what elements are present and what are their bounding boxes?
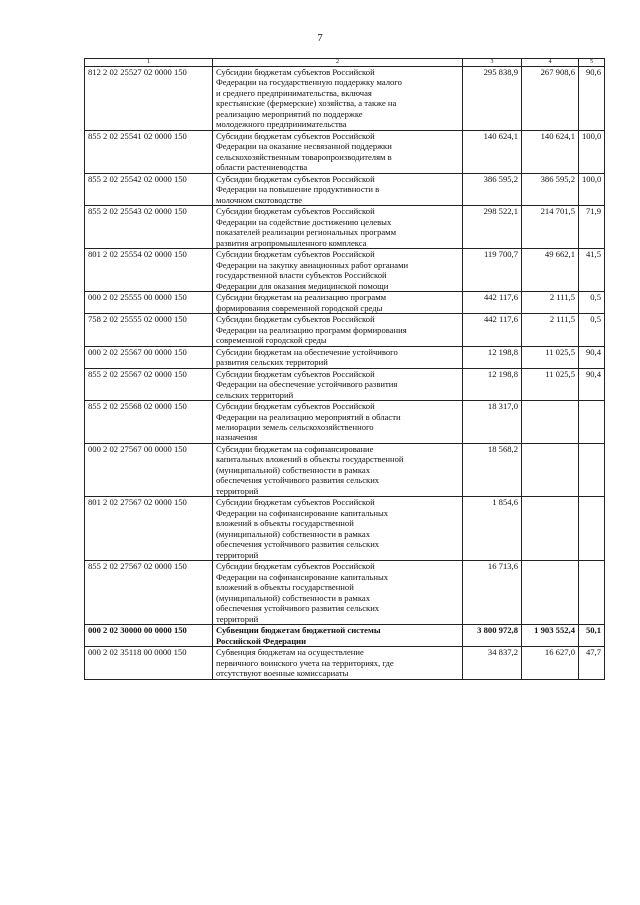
table-row [85,368,605,400]
percent-cell: 50,1 [579,625,605,647]
description-line: молочном скотоводстве [216,194,303,205]
description-line: территорий [216,613,259,624]
budget-code-cell: 855 2 02 25543 02 0000 150 [85,206,213,249]
executed-amount-cell: 140 624,1 [522,130,579,173]
percent-cell: 0,5 [579,292,605,314]
description-line: крестьянские (фермерские) хозяйства, а также на [216,98,397,109]
planned-amount-cell: 34 837,2 [463,647,522,679]
description-line: территорий [216,549,259,560]
budget-code-cell: 000 2 02 27567 00 0000 150 [85,443,213,496]
description-line: территорий [216,485,259,496]
percent-cell [579,497,605,561]
description-line: Субвенции бюджетам бюджетной системы [216,625,381,636]
column-number: 5 [579,59,605,67]
table-row [85,292,605,314]
percent-cell: 71,9 [579,206,605,249]
table-row [85,346,605,368]
description-line: развития сельских территорий [216,357,328,368]
executed-amount-cell [522,561,579,625]
budget-code-cell: 758 2 02 25555 02 0000 150 [85,314,213,346]
planned-amount-cell: 16 713,6 [463,561,522,625]
executed-amount-cell: 214 701,5 [522,206,579,249]
description-cell [213,443,463,496]
description-cell [213,625,463,647]
budget-code-cell: 855 2 02 25541 02 0000 150 [85,130,213,173]
executed-amount-cell: 2 111,5 [522,292,579,314]
planned-amount-cell: 386 595,2 [463,173,522,205]
description-line: области растениеводства [216,162,308,173]
description-cell [213,647,463,679]
table-row [85,625,605,647]
table-row [85,67,605,131]
description-line: Субсидии бюджетам субъектов Российской [216,67,375,77]
planned-amount-cell: 3 800 972,8 [463,625,522,647]
table-row [85,249,605,292]
description-line: сельских территорий [216,389,294,400]
description-cell [213,173,463,205]
table-row [85,173,605,205]
planned-amount-cell: 12 198,8 [463,346,522,368]
percent-cell [579,443,605,496]
description-cell [213,314,463,346]
table-row [85,401,605,444]
budget-code-cell: 801 2 02 27567 02 0000 150 [85,497,213,561]
description-line: Российской Федерации [216,635,307,646]
table-row [85,130,605,173]
description-line: отсутствуют военные комиссариаты [216,668,349,679]
description-line: Субсидии бюджетам субъектов Российской [216,206,375,217]
planned-amount-cell: 18 317,0 [463,401,522,444]
column-number: 3 [463,59,522,67]
description-line: Субсидии бюджетам субъектов Российской [216,368,375,379]
budget-code-cell: 000 2 02 25555 00 0000 150 [85,292,213,314]
table-row [85,206,605,249]
budget-code-cell: 000 2 02 30000 00 0000 150 [85,625,213,647]
budget-code-cell: 000 2 02 35118 00 0000 150 [85,647,213,679]
executed-amount-cell [522,443,579,496]
description-line: Субсидии бюджетам субъектов Российской [216,130,375,141]
budget-code-cell: 812 2 02 25527 02 0000 150 [85,67,213,131]
description-line: назначения [216,432,258,443]
description-cell [213,561,463,625]
description-line: Субвенция бюджетам на осуществление [216,647,364,658]
description-line: (муниципальной) собственности в рамках [216,592,371,603]
table-row [85,314,605,346]
description-line: формирования современной городской среды [216,302,383,313]
executed-amount-cell: 11 025,5 [522,346,579,368]
table-row [85,497,605,561]
description-cell [213,401,463,444]
executed-amount-cell [522,401,579,444]
description-line: вложений в объекты государственной [216,582,354,593]
description-line: обеспечения устойчивого развития сельских [216,475,380,486]
description-line: Субсидии бюджетам субъектов Российской [216,314,375,325]
executed-amount-cell: 267 908,6 [522,67,579,131]
description-line: Федерации на государственную поддержку малого [216,77,402,88]
description-line: Федерации на закупку авиационных работ органами [216,259,409,270]
executed-amount-cell: 1 903 552,4 [522,625,579,647]
planned-amount-cell: 18 568,2 [463,443,522,496]
description-line: Субсидии бюджетам на софинансирование [216,443,374,454]
column-number: 1 [85,59,213,67]
description-cell [213,292,463,314]
description-line: Федерации на оказание несвязанной поддержки [216,141,392,152]
description-cell [213,368,463,400]
description-line: капитальных вложений в объекты государственной [216,454,404,465]
column-number-row [85,59,605,67]
description-line: Федерации на софинансирование капитальных [216,571,389,582]
table-row [85,443,605,496]
percent-cell: 90,4 [579,346,605,368]
budget-code-cell: 855 2 02 25567 02 0000 150 [85,368,213,400]
description-cell [213,130,463,173]
executed-amount-cell: 2 111,5 [522,314,579,346]
planned-amount-cell: 119 700,7 [463,249,522,292]
percent-cell: 41,5 [579,249,605,292]
planned-amount-cell: 298 522,1 [463,206,522,249]
description-line: показателей реализации региональных программ [216,227,397,238]
description-line: Федерации на реализацию программ формирования [216,324,407,335]
description-line: обеспечения устойчивого развития сельских [216,603,380,614]
percent-cell: 100,0 [579,173,605,205]
description-line: обеспечения устойчивого развития сельских [216,539,380,550]
executed-amount-cell: 386 595,2 [522,173,579,205]
description-line: государственной власти субъектов Российской [216,270,387,281]
executed-amount-cell: 16 627,0 [522,647,579,679]
percent-cell: 90,4 [579,368,605,400]
planned-amount-cell: 442 117,6 [463,314,522,346]
page-number: 7 [317,32,323,44]
description-line: Федерации на реализацию мероприятий в области [216,411,401,422]
description-line: мелиорации земель сельскохозяйственного [216,421,374,432]
description-line: первичного воинского учета на территориях, где [216,657,394,668]
description-cell [213,497,463,561]
description-line: Федерации на софинансирование капитальных [216,507,389,518]
description-line: Субсидии бюджетам субъектов Российской [216,401,375,412]
planned-amount-cell: 140 624,1 [463,130,522,173]
percent-cell [579,401,605,444]
description-line: Субсидии бюджетам субъектов Российской [216,249,375,260]
budget-code-cell: 855 2 02 27567 02 0000 150 [85,561,213,625]
executed-amount-cell: 49 662,1 [522,249,579,292]
description-cell [213,346,463,368]
planned-amount-cell: 442 117,6 [463,292,522,314]
description-cell [213,67,463,131]
percent-cell [579,561,605,625]
column-number: 4 [522,59,579,67]
description-line: и среднего предпринимательства, включая [216,87,372,98]
description-line: Субсидии бюджетам субъектов Российской [216,173,375,184]
percent-cell: 47,7 [579,647,605,679]
description-line: современной городской среды [216,335,327,346]
budget-code-cell: 000 2 02 25567 00 0000 150 [85,346,213,368]
budget-code-cell: 801 2 02 25554 02 0000 150 [85,249,213,292]
executed-amount-cell: 11 025,5 [522,368,579,400]
table-row [85,647,605,679]
column-number: 2 [213,59,463,67]
planned-amount-cell: 295 838,9 [463,67,522,131]
description-line: (муниципальной) собственности в рамках [216,464,371,475]
planned-amount-cell: 12 198,8 [463,368,522,400]
description-line: вложений в объекты государственной [216,518,354,529]
description-line: развития агропромышленного комплекса [216,237,367,248]
description-line: Субсидии бюджетам субъектов Российской [216,497,375,508]
description-cell [213,249,463,292]
description-line: (муниципальной) собственности в рамках [216,528,371,539]
description-line: сельскохозяйственным товаропроизводителям в [216,151,392,162]
percent-cell: 90,6 [579,67,605,131]
description-line: Федерации на содействие достижению целевых [216,216,392,227]
description-line: молодежного предпринимательства [216,119,347,130]
description-line: Федерации для оказания медицинской помощи [216,280,389,291]
percent-cell: 0,5 [579,314,605,346]
budget-code-cell: 855 2 02 25568 02 0000 150 [85,401,213,444]
description-line: реализацию мероприятий по поддержке [216,108,363,119]
description-line: Субсидии бюджетам на обеспечение устойчивого [216,346,398,357]
budget-table [84,58,605,680]
planned-amount-cell: 1 854,6 [463,497,522,561]
description-line: Федерации на повышение продуктивности в [216,184,380,195]
description-line: Субсидии бюджетам на реализацию программ [216,292,387,303]
table-row [85,561,605,625]
description-cell [213,206,463,249]
budget-code-cell: 855 2 02 25542 02 0000 150 [85,173,213,205]
percent-cell: 100,0 [579,130,605,173]
executed-amount-cell [522,497,579,561]
description-line: Субсидии бюджетам субъектов Российской [216,561,375,572]
description-line: Федерации на обеспечение устойчивого развития [216,379,398,390]
